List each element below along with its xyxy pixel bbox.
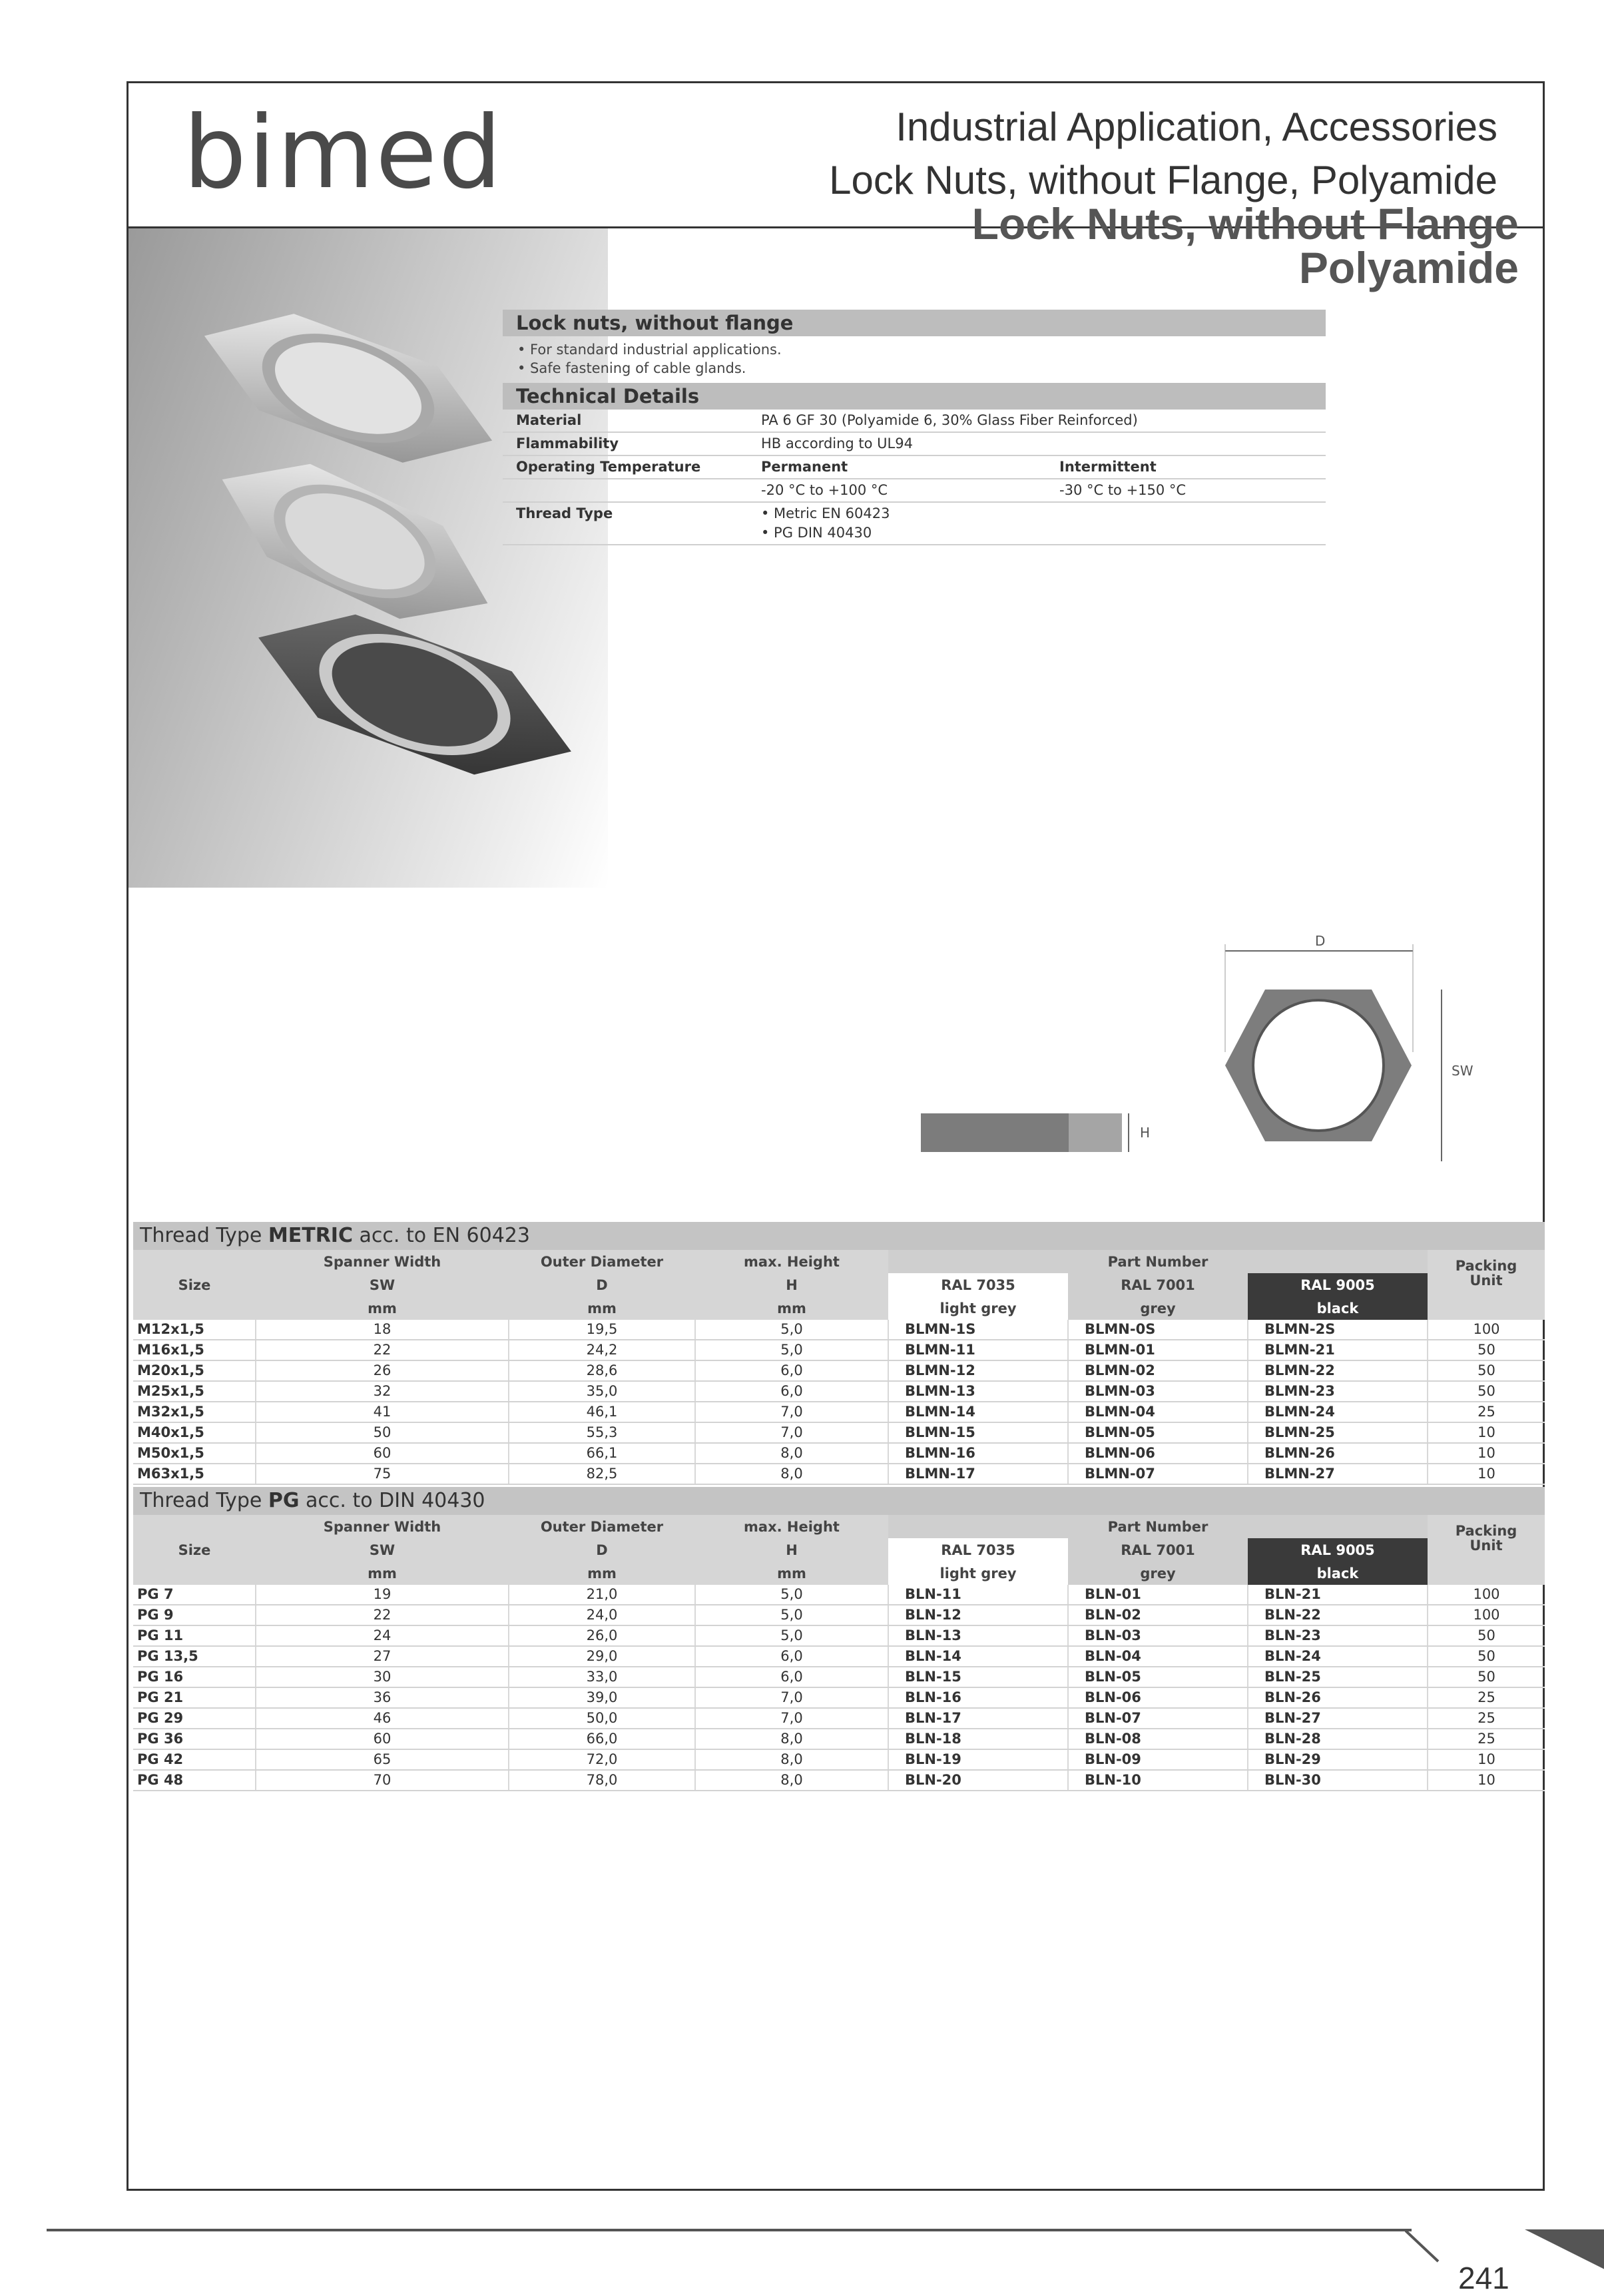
ral9005-part-cell: BLN-25 xyxy=(1248,1667,1428,1687)
technical-details-table xyxy=(503,410,1326,545)
table-row xyxy=(133,1687,1545,1708)
ral9005-part-cell: BLN-24 xyxy=(1248,1646,1428,1667)
packing-cell: 100 xyxy=(1428,1320,1545,1340)
size-cell: PG 36 xyxy=(133,1729,256,1749)
ral7035-part-cell: BLMN-12 xyxy=(888,1360,1068,1381)
col-outer: Outer Diameter xyxy=(509,1250,695,1273)
corner-triangle-icon xyxy=(1525,2229,1604,2269)
ral7035-part-cell: BLMN-14 xyxy=(888,1402,1068,1422)
brand-logo: bimed xyxy=(183,95,503,211)
flammability-value: HB according to UL94 xyxy=(748,432,1326,455)
tech-row-temperature xyxy=(503,455,1326,479)
table-row xyxy=(133,1585,1545,1605)
intro-bullet: • Safe fastening of cable glands. xyxy=(517,360,746,376)
outer-diameter-cell: 26,0 xyxy=(509,1625,695,1646)
ral7001-part-cell: BLMN-05 xyxy=(1068,1422,1248,1443)
table-row xyxy=(133,1422,1545,1443)
spanner-cell: 70 xyxy=(256,1770,509,1791)
spanner-cell: 27 xyxy=(256,1646,509,1667)
spanner-cell: 36 xyxy=(256,1687,509,1708)
ral7001-part-cell: BLN-04 xyxy=(1068,1646,1248,1667)
ral7001-part-cell: BLMN-02 xyxy=(1068,1360,1248,1381)
ral9005-part-cell: BLN-30 xyxy=(1248,1770,1428,1791)
packing-cell: 50 xyxy=(1428,1381,1545,1402)
pg-band-prefix: Thread Type xyxy=(140,1489,268,1512)
flammability-label: Flammability xyxy=(503,432,748,455)
tech-row-temperature-values xyxy=(503,479,1326,502)
ral7035-part-cell: BLN-13 xyxy=(888,1625,1068,1646)
spanner-cell: 19 xyxy=(256,1585,509,1605)
spanner-cell: 24 xyxy=(256,1625,509,1646)
spanner-cell: 46 xyxy=(256,1708,509,1729)
outer-diameter-cell: 24,2 xyxy=(509,1340,695,1360)
height-cell: 8,0 xyxy=(695,1464,888,1484)
spanner-cell: 75 xyxy=(256,1464,509,1484)
size-cell: PG 29 xyxy=(133,1708,256,1729)
material-value: PA 6 GF 30 (Polyamide 6, 30% Glass Fiber Reinforced) xyxy=(748,410,1326,432)
size-cell: M32x1,5 xyxy=(133,1402,256,1422)
metric-band-prefix: Thread Type xyxy=(140,1224,268,1247)
table-row xyxy=(133,1320,1545,1340)
outer-diameter-cell: 39,0 xyxy=(509,1687,695,1708)
packing-cell: 10 xyxy=(1428,1770,1545,1791)
col-packing: Packing Unit xyxy=(1428,1515,1545,1562)
col-outer: Outer Diameter xyxy=(509,1515,695,1538)
packing-cell: 10 xyxy=(1428,1749,1545,1770)
table-row xyxy=(133,1749,1545,1770)
col-spanner: Spanner Width xyxy=(256,1250,509,1273)
ral9005-part-cell: BLMN-27 xyxy=(1248,1464,1428,1484)
ral7001-part-cell: BLMN-07 xyxy=(1068,1464,1248,1484)
ral7035-part-cell: BLMN-13 xyxy=(888,1381,1068,1402)
height-cell: 8,0 xyxy=(695,1770,888,1791)
outer-diameter-cell: 19,5 xyxy=(509,1320,695,1340)
outer-diameter-cell: 82,5 xyxy=(509,1464,695,1484)
thread-value xyxy=(748,502,1326,545)
ral7001-part-cell: BLN-09 xyxy=(1068,1749,1248,1770)
size-cell: M63x1,5 xyxy=(133,1464,256,1484)
info-panel xyxy=(503,310,1326,545)
col-size: Size xyxy=(133,1250,256,1320)
packing-cell: 10 xyxy=(1428,1443,1545,1464)
ral7001-part-cell: BLN-03 xyxy=(1068,1625,1248,1646)
outer-diameter-cell: 66,0 xyxy=(509,1729,695,1749)
ral7001-part-cell: BLN-10 xyxy=(1068,1770,1248,1791)
packing-cell: 50 xyxy=(1428,1646,1545,1667)
size-cell: M16x1,5 xyxy=(133,1340,256,1360)
ral7001-part-cell: BLMN-06 xyxy=(1068,1443,1248,1464)
ral7035-part-cell: BLMN-17 xyxy=(888,1464,1068,1484)
ral9005-part-cell: BLN-22 xyxy=(1248,1605,1428,1625)
size-cell: PG 7 xyxy=(133,1585,256,1605)
pg-band-type: PG xyxy=(268,1489,300,1512)
table-row xyxy=(133,1625,1545,1646)
metric-table: Size Spanner Width Outer Diameter max. Height Part Number Packing Unit SW D H RAL 7035 RAL 7001 RAL 9005 mm mm mm light grey grey black M12x1,5 18 19,5 5,0 BLMN-1S BLMN-0S BLMN-2S 100 M16x1,5 22 24,2 5,0 BLMN-11 BLMN-01 BLMN-21 50 M20x1,5 26 28,6 6,0 BLMN-12 BLMN-02 BLMN-22 50 M25x1,5 32 35,0 6,0 BLMN-13 BLMN-03 BLMN-23 50 M32x1,5 41 46,1 7,0 BLMN-14 BLMN-04 BLMN-24 25 M40x1,5 50 55,3 7,0 BLMN-15 BLMN-05 BLMN-25 10 M50x1,5 60 66,1 8,0 BLMN-16 BLMN-06 BLMN-26 10 M63x1,5 75 82,5 8,0 BLMN-17 BLMN-07 BLMN-27 10 xyxy=(133,1250,1545,1485)
table-row xyxy=(133,1340,1545,1360)
packing-cell: 50 xyxy=(1428,1667,1545,1687)
ral9005-part-cell: BLN-23 xyxy=(1248,1625,1428,1646)
size-cell: M25x1,5 xyxy=(133,1381,256,1402)
ral9005-part-cell: BLMN-2S xyxy=(1248,1320,1428,1340)
table-row xyxy=(133,1729,1545,1749)
col-packing: Packing Unit xyxy=(1428,1250,1545,1296)
packing-cell: 25 xyxy=(1428,1402,1545,1422)
footer-rule-corner xyxy=(1405,2223,1458,2263)
ral7035-part-cell: BLN-17 xyxy=(888,1708,1068,1729)
ral9005-part-cell: BLMN-21 xyxy=(1248,1340,1428,1360)
thread-label: Thread Type xyxy=(503,502,748,545)
height-label: H xyxy=(1140,1125,1151,1141)
ral7001-part-cell: BLN-05 xyxy=(1068,1667,1248,1687)
height-cell: 7,0 xyxy=(695,1402,888,1422)
diameter-label: D xyxy=(1315,933,1326,949)
product-title xyxy=(971,199,1519,292)
size-cell: PG 42 xyxy=(133,1749,256,1770)
ral9005-part-cell: BLMN-26 xyxy=(1248,1443,1428,1464)
col-ral7035: RAL 7035 xyxy=(888,1538,1068,1562)
tech-row-material xyxy=(503,410,1326,432)
ral7035-part-cell: BLN-11 xyxy=(888,1585,1068,1605)
pg-band xyxy=(133,1487,1545,1515)
height-cell: 7,0 xyxy=(695,1708,888,1729)
ral7001-part-cell: BLN-02 xyxy=(1068,1605,1248,1625)
outer-diameter-cell: 78,0 xyxy=(509,1770,695,1791)
ral7035-part-cell: BLMN-11 xyxy=(888,1340,1068,1360)
intermittent-value: -30 °C to +150 °C xyxy=(1046,479,1326,502)
size-cell: M40x1,5 xyxy=(133,1422,256,1443)
intro-bullets xyxy=(503,336,1326,383)
table-row xyxy=(133,1464,1545,1484)
ral7001-part-cell: BLN-07 xyxy=(1068,1708,1248,1729)
height-cell: 5,0 xyxy=(695,1320,888,1340)
ral7001-part-cell: BLN-06 xyxy=(1068,1687,1248,1708)
ral7035-part-cell: BLN-15 xyxy=(888,1667,1068,1687)
height-cell: 6,0 xyxy=(695,1360,888,1381)
spanner-cell: 22 xyxy=(256,1605,509,1625)
metric-band-suffix: acc. to EN 60423 xyxy=(352,1224,530,1247)
product-title-line1: Lock Nuts, without Flange xyxy=(971,199,1519,248)
size-cell: PG 48 xyxy=(133,1770,256,1791)
size-cell: PG 13,5 xyxy=(133,1646,256,1667)
height-cell: 5,0 xyxy=(695,1340,888,1360)
height-cell: 5,0 xyxy=(695,1585,888,1605)
ral9005-part-cell: BLN-28 xyxy=(1248,1729,1428,1749)
ral7035-part-cell: BLN-20 xyxy=(888,1770,1068,1791)
spanner-cell: 30 xyxy=(256,1667,509,1687)
col-height: max. Height xyxy=(695,1515,888,1538)
ral7001-part-cell: BLMN-0S xyxy=(1068,1320,1248,1340)
ral7035-part-cell: BLMN-1S xyxy=(888,1320,1068,1340)
header-title-line2: Lock Nuts, without Flange, Polyamide xyxy=(829,158,1497,202)
ral7035-part-cell: BLMN-16 xyxy=(888,1443,1068,1464)
col-ral7001: RAL 7001 xyxy=(1068,1273,1248,1296)
spanner-cell: 60 xyxy=(256,1443,509,1464)
ral9005-part-cell: BLN-26 xyxy=(1248,1687,1428,1708)
outer-diameter-cell: 50,0 xyxy=(509,1708,695,1729)
height-cell: 8,0 xyxy=(695,1443,888,1464)
size-cell: PG 11 xyxy=(133,1625,256,1646)
ral9005-part-cell: BLN-27 xyxy=(1248,1708,1428,1729)
packing-cell: 25 xyxy=(1428,1729,1545,1749)
technical-band: Technical Details xyxy=(503,383,1326,410)
product-title-line2: Polyamide xyxy=(1298,243,1519,292)
size-cell: PG 21 xyxy=(133,1687,256,1708)
ral7001-part-cell: BLN-08 xyxy=(1068,1729,1248,1749)
packing-cell: 100 xyxy=(1428,1605,1545,1625)
col-spanner: Spanner Width xyxy=(256,1515,509,1538)
outer-diameter-cell: 28,6 xyxy=(509,1360,695,1381)
tech-row-thread xyxy=(503,502,1326,545)
packing-cell: 50 xyxy=(1428,1340,1545,1360)
col-size: Size xyxy=(133,1515,256,1585)
packing-cell: 25 xyxy=(1428,1687,1545,1708)
spanner-cell: 65 xyxy=(256,1749,509,1770)
ral7035-part-cell: BLN-19 xyxy=(888,1749,1068,1770)
table-row xyxy=(133,1708,1545,1729)
header-title-line1: Industrial Application, Accessories xyxy=(896,105,1497,149)
pg-table-body xyxy=(133,1585,1545,1791)
table-row xyxy=(133,1402,1545,1422)
spanner-cell: 22 xyxy=(256,1340,509,1360)
spanner-cell: 32 xyxy=(256,1381,509,1402)
col-part-number: Part Number xyxy=(888,1250,1428,1273)
ral7035-part-cell: BLN-18 xyxy=(888,1729,1068,1749)
outer-diameter-cell: 46,1 xyxy=(509,1402,695,1422)
spanner-cell: 41 xyxy=(256,1402,509,1422)
outer-diameter-cell: 33,0 xyxy=(509,1667,695,1687)
col-ral9005: RAL 9005 xyxy=(1248,1538,1428,1562)
page-number: 241 xyxy=(1458,2261,1509,2295)
pg-band-suffix: acc. to DIN 40430 xyxy=(299,1489,485,1512)
outer-diameter-cell: 21,0 xyxy=(509,1585,695,1605)
intro-bullet: • For standard industrial applications. xyxy=(517,342,782,358)
outer-diameter-cell: 72,0 xyxy=(509,1749,695,1770)
metric-band-type: METRIC xyxy=(268,1224,353,1247)
spanner-label: SW xyxy=(1452,1063,1473,1079)
height-cell: 6,0 xyxy=(695,1646,888,1667)
col-ral7001: RAL 7001 xyxy=(1068,1538,1248,1562)
footer-rule xyxy=(47,2229,1412,2231)
metric-table-section xyxy=(133,1222,1545,1485)
col-ral9005: RAL 9005 xyxy=(1248,1273,1428,1296)
packing-cell: 50 xyxy=(1428,1625,1545,1646)
col-ral7035: RAL 7035 xyxy=(888,1273,1068,1296)
ral9005-part-cell: BLMN-22 xyxy=(1248,1360,1428,1381)
table-row xyxy=(133,1443,1545,1464)
spanner-cell: 18 xyxy=(256,1320,509,1340)
ral9005-part-cell: BLMN-24 xyxy=(1248,1402,1428,1422)
spanner-cell: 50 xyxy=(256,1422,509,1443)
intro-band: Lock nuts, without flange xyxy=(503,310,1326,336)
metric-band xyxy=(133,1222,1545,1250)
spanner-cell: 60 xyxy=(256,1729,509,1749)
height-cell: 5,0 xyxy=(695,1625,888,1646)
size-cell: M20x1,5 xyxy=(133,1360,256,1381)
ral9005-part-cell: BLN-29 xyxy=(1248,1749,1428,1770)
height-cell: 8,0 xyxy=(695,1729,888,1749)
height-cell: 6,0 xyxy=(695,1381,888,1402)
table-row xyxy=(133,1646,1545,1667)
ral7035-part-cell: BLN-14 xyxy=(888,1646,1068,1667)
ral7035-part-cell: BLN-16 xyxy=(888,1687,1068,1708)
table-row xyxy=(133,1667,1545,1687)
size-cell: M12x1,5 xyxy=(133,1320,256,1340)
metric-table-body xyxy=(133,1320,1545,1484)
ral7001-part-cell: BLN-01 xyxy=(1068,1585,1248,1605)
intermittent-label: Intermittent xyxy=(1046,455,1326,479)
packing-cell: 100 xyxy=(1428,1585,1545,1605)
table-row xyxy=(133,1381,1545,1402)
pg-table-section xyxy=(133,1487,1545,1791)
outer-diameter-cell: 29,0 xyxy=(509,1646,695,1667)
material-label: Material xyxy=(503,410,748,432)
ral9005-part-cell: BLMN-25 xyxy=(1248,1422,1428,1443)
permanent-label: Permanent xyxy=(748,455,1046,479)
tech-row-flammability xyxy=(503,432,1326,455)
col-height: max. Height xyxy=(695,1250,888,1273)
ral7035-part-cell: BLMN-15 xyxy=(888,1422,1068,1443)
ral7001-part-cell: BLMN-04 xyxy=(1068,1402,1248,1422)
outer-diameter-cell: 55,3 xyxy=(509,1422,695,1443)
height-cell: 7,0 xyxy=(695,1422,888,1443)
ral9005-part-cell: BLMN-23 xyxy=(1248,1381,1428,1402)
height-cell: 6,0 xyxy=(695,1667,888,1687)
spanner-cell: 26 xyxy=(256,1360,509,1381)
outer-diameter-cell: 24,0 xyxy=(509,1605,695,1625)
permanent-value: -20 °C to +100 °C xyxy=(748,479,1046,502)
table-row xyxy=(133,1770,1545,1791)
thread-value-metric: • Metric EN 60423 xyxy=(761,505,890,521)
outer-diameter-cell: 35,0 xyxy=(509,1381,695,1402)
ral7001-part-cell: BLMN-03 xyxy=(1068,1381,1248,1402)
height-cell: 5,0 xyxy=(695,1605,888,1625)
temperature-label: Operating Temperature xyxy=(503,455,748,479)
pg-table: Size Spanner Width Outer Diameter max. Height Part Number Packing Unit SW D H RAL 7035 RAL 7001 RAL 9005 mm mm mm light grey grey black PG 7 19 21,0 5,0 BLN-11 BLN-01 BLN-21 100 PG 9 22 24,0 5,0 BLN-12 BLN-02 BLN-22 100 PG 11 24 26,0 5,0 BLN-13 BLN-03 BLN-23 50 PG 13,5 27 29,0 6,0 BLN-14 BLN-04 BLN-24 50 PG 16 30 33,0 6,0 BLN-15 BLN-05 BLN-25 50 PG 21 36 39,0 7,0 BLN-16 BLN-06 BLN-26 25 PG 29 46 50,0 7,0 BLN-17 BLN-07 BLN-27 25 PG 36 60 66,0 8,0 BLN-18 BLN-08 BLN-28 25 PG 42 65 72,0 8,0 BLN-19 BLN-09 BLN-29 10 PG 48 70 78,0 8,0 BLN-20 BLN-10 BLN-30 10 xyxy=(133,1515,1545,1791)
table-row xyxy=(133,1360,1545,1381)
size-cell: PG 9 xyxy=(133,1605,256,1625)
thread-value-pg: • PG DIN 40430 xyxy=(761,525,872,541)
packing-cell: 10 xyxy=(1428,1422,1545,1443)
ral7035-part-cell: BLN-12 xyxy=(888,1605,1068,1625)
col-part-number: Part Number xyxy=(888,1515,1428,1538)
height-cell: 8,0 xyxy=(695,1749,888,1770)
height-cell: 7,0 xyxy=(695,1687,888,1708)
ral7001-part-cell: BLMN-01 xyxy=(1068,1340,1248,1360)
ral9005-part-cell: BLN-21 xyxy=(1248,1585,1428,1605)
dimension-drawing xyxy=(786,852,1518,1172)
outer-diameter-cell: 66,1 xyxy=(509,1443,695,1464)
size-cell: M50x1,5 xyxy=(133,1443,256,1464)
packing-cell: 10 xyxy=(1428,1464,1545,1484)
packing-cell: 25 xyxy=(1428,1708,1545,1729)
size-cell: PG 16 xyxy=(133,1667,256,1687)
table-row xyxy=(133,1605,1545,1625)
packing-cell: 50 xyxy=(1428,1360,1545,1381)
header-title xyxy=(829,101,1497,207)
